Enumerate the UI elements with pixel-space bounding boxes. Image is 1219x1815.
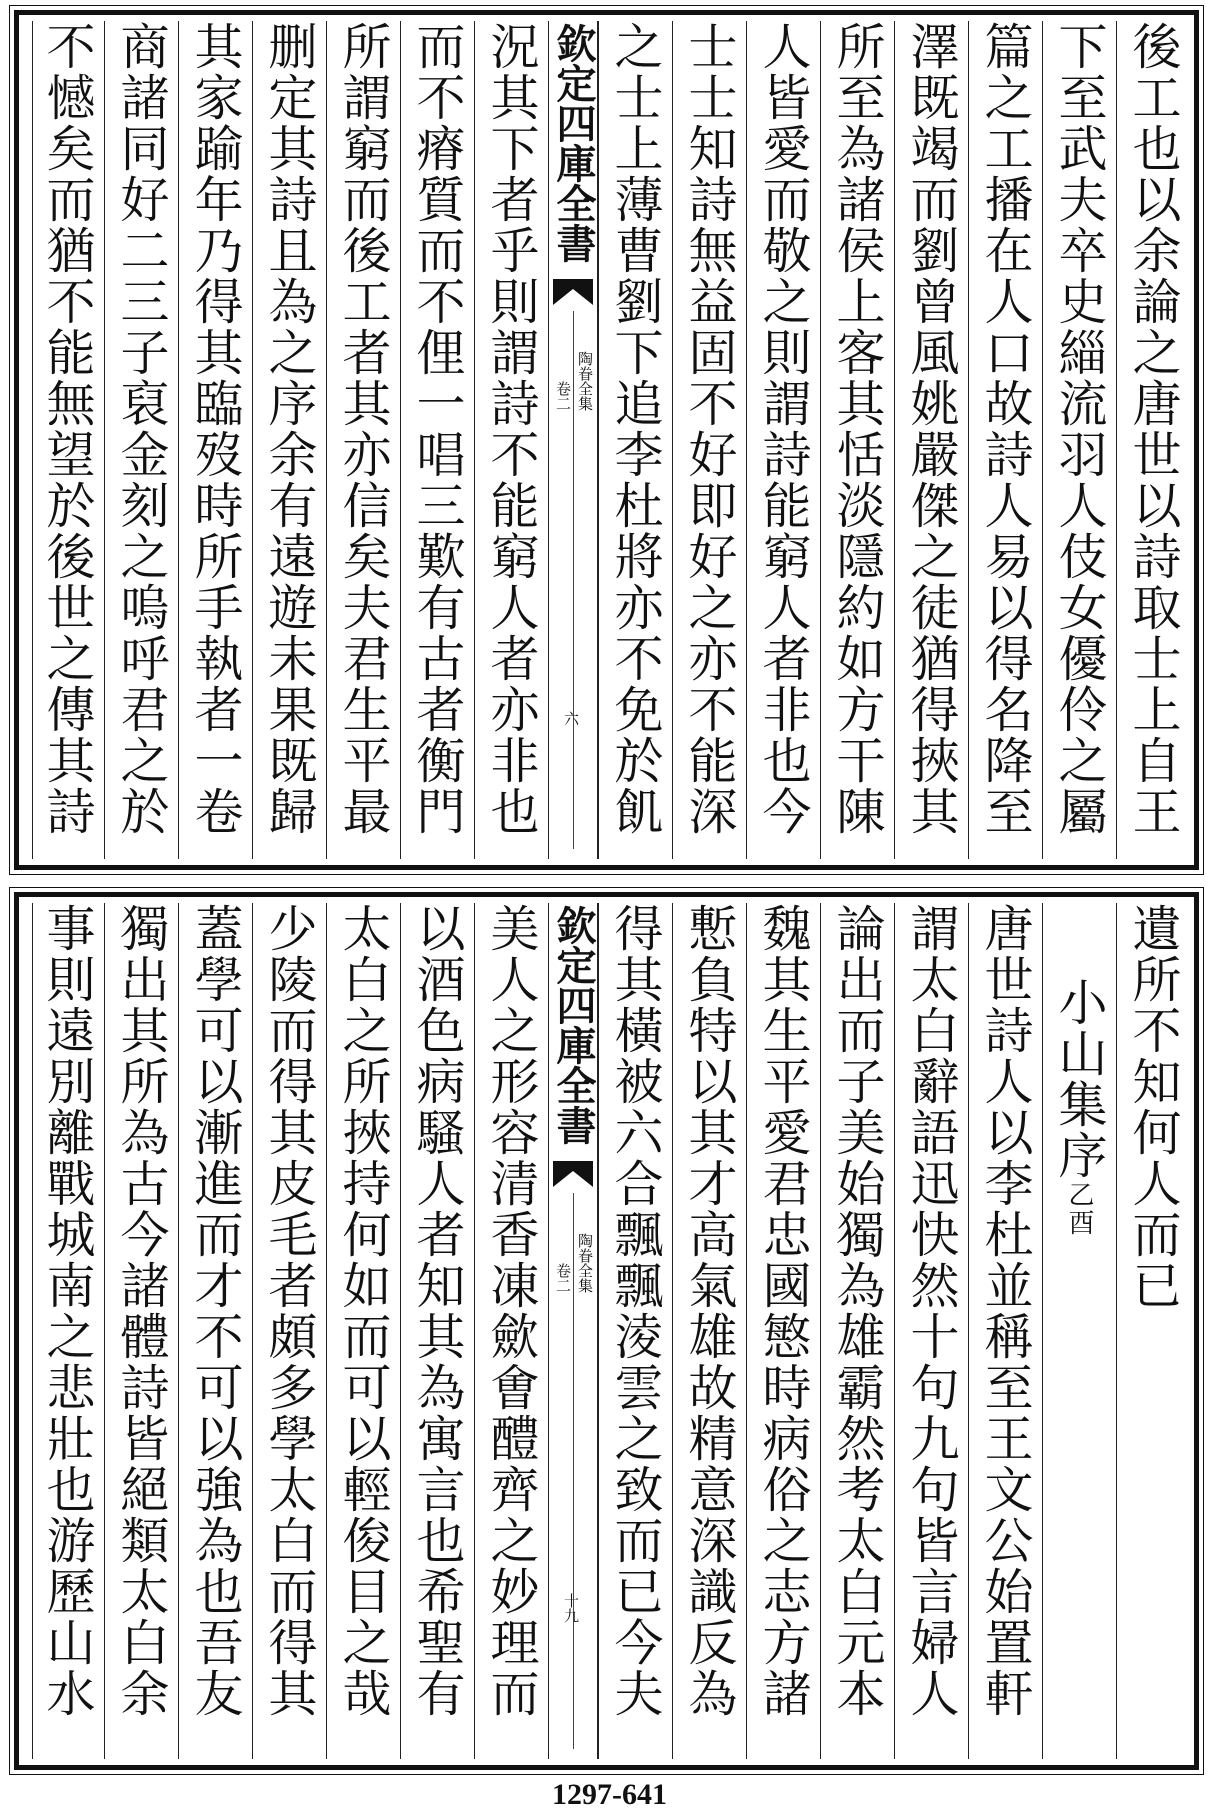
- text-column: 篇之工播在人口故詩人易以得名降至: [968, 21, 1042, 859]
- text-column: 澤既竭而劉曾風姚嚴傑之徒猶得挾其: [894, 21, 968, 859]
- text-column: 謂太白辭語迅快然十句九句皆言婦人: [894, 903, 968, 1759]
- text-column: 删定其詩且為之序余有遠遊未果既歸: [252, 21, 326, 859]
- text-column: 太白之所挾持何如而可以輕俊目之哉: [326, 903, 400, 1759]
- text-column: 況其下者乎則謂詩不能窮人者亦非也: [474, 21, 548, 859]
- text-column: 唐世詩人以李杜並稱至王文公始置軒: [968, 903, 1042, 1759]
- leaf-number: 十九: [562, 1593, 580, 1623]
- text-column: 遺所不知何人而已: [1116, 903, 1190, 1759]
- leaf-number: 六: [562, 711, 580, 726]
- text-column: 其家踰年乃得其臨歿時所手執者一卷: [178, 21, 252, 859]
- running-title: 欽定四庫全書: [550, 905, 597, 1145]
- text-column: 不憾矣而猶不能無望於後世之傳其詩: [32, 21, 104, 859]
- text-column: 少陵而得其皮毛者頗多學太白而得其: [252, 903, 326, 1759]
- text-column: 所至為諸侯上客其恬淡隱約如方干陳: [820, 21, 894, 859]
- text-column: 後工也以余論之唐世以詩取士上自王: [1116, 21, 1190, 859]
- juan-number: 卷二: [554, 1263, 572, 1293]
- text-column: 以酒色病騷人者知其為寓言也希聖有: [400, 903, 474, 1759]
- text-column: [22, 903, 32, 1759]
- essay-title-text: 小山集序: [1051, 977, 1108, 1181]
- text-column: 魏其生平愛君忠國慜時病俗之志方諸: [746, 903, 820, 1759]
- fishtail-mark-icon: [553, 279, 593, 305]
- text-column: 士士知詩無益固不好即好之亦不能深: [672, 21, 746, 859]
- running-title: 欽定四庫全書: [550, 23, 597, 263]
- fold-margin: [548, 21, 598, 859]
- text-column: 獨出其所為古今諸體詩皆絕類太白余: [104, 903, 178, 1759]
- page-footer-number: 1297-641: [552, 1778, 667, 1811]
- text-column: 得其橫被六合飄飄淩雲之致而已今夫: [598, 903, 672, 1759]
- text-column: 下至武夫卒史緇流羽人伎女優伶之屬: [1042, 21, 1116, 859]
- text-column: 慙負特以其才高氣雄故精意深識反為: [672, 903, 746, 1759]
- essay-title: [1042, 903, 1116, 1759]
- fishtail-mark-icon: [553, 1161, 593, 1187]
- fold-margin: [548, 903, 598, 1759]
- book-name: 陶眷全集: [576, 351, 594, 411]
- text-column: [22, 21, 32, 859]
- text-column: 商諸同好二三子裒金刻之嗚呼君之於: [104, 21, 178, 859]
- book-name: 陶眷全集: [576, 1233, 594, 1293]
- juan-number: 卷二: [554, 381, 572, 411]
- text-column: 所謂窮而後工者其亦信矣夫君生平最: [326, 21, 400, 859]
- top-page: [14, 10, 1199, 870]
- text-column: 美人之形容清香凍歛㑹醴齊之妙理而: [474, 903, 548, 1759]
- text-column: 事則遠別離戰城南之悲壯也游歷山水: [32, 903, 104, 1759]
- text-column: 人皆愛而敬之則謂詩能窮人者非也今: [746, 21, 820, 859]
- bottom-page: [14, 892, 1199, 1770]
- text-column: 而不瘠質而不俚一唱三歎有古者衡門: [400, 21, 474, 859]
- text-column: 蓋學可以漸進而才不可以強為也吾友: [178, 903, 252, 1759]
- text-column: 之士上薄曹劉下追李杜將亦不免於飢: [598, 21, 672, 859]
- essay-title-note: 乙酉: [1064, 1181, 1094, 1237]
- text-column: 論出而子美始獨為雄霸然考太白元本: [820, 903, 894, 1759]
